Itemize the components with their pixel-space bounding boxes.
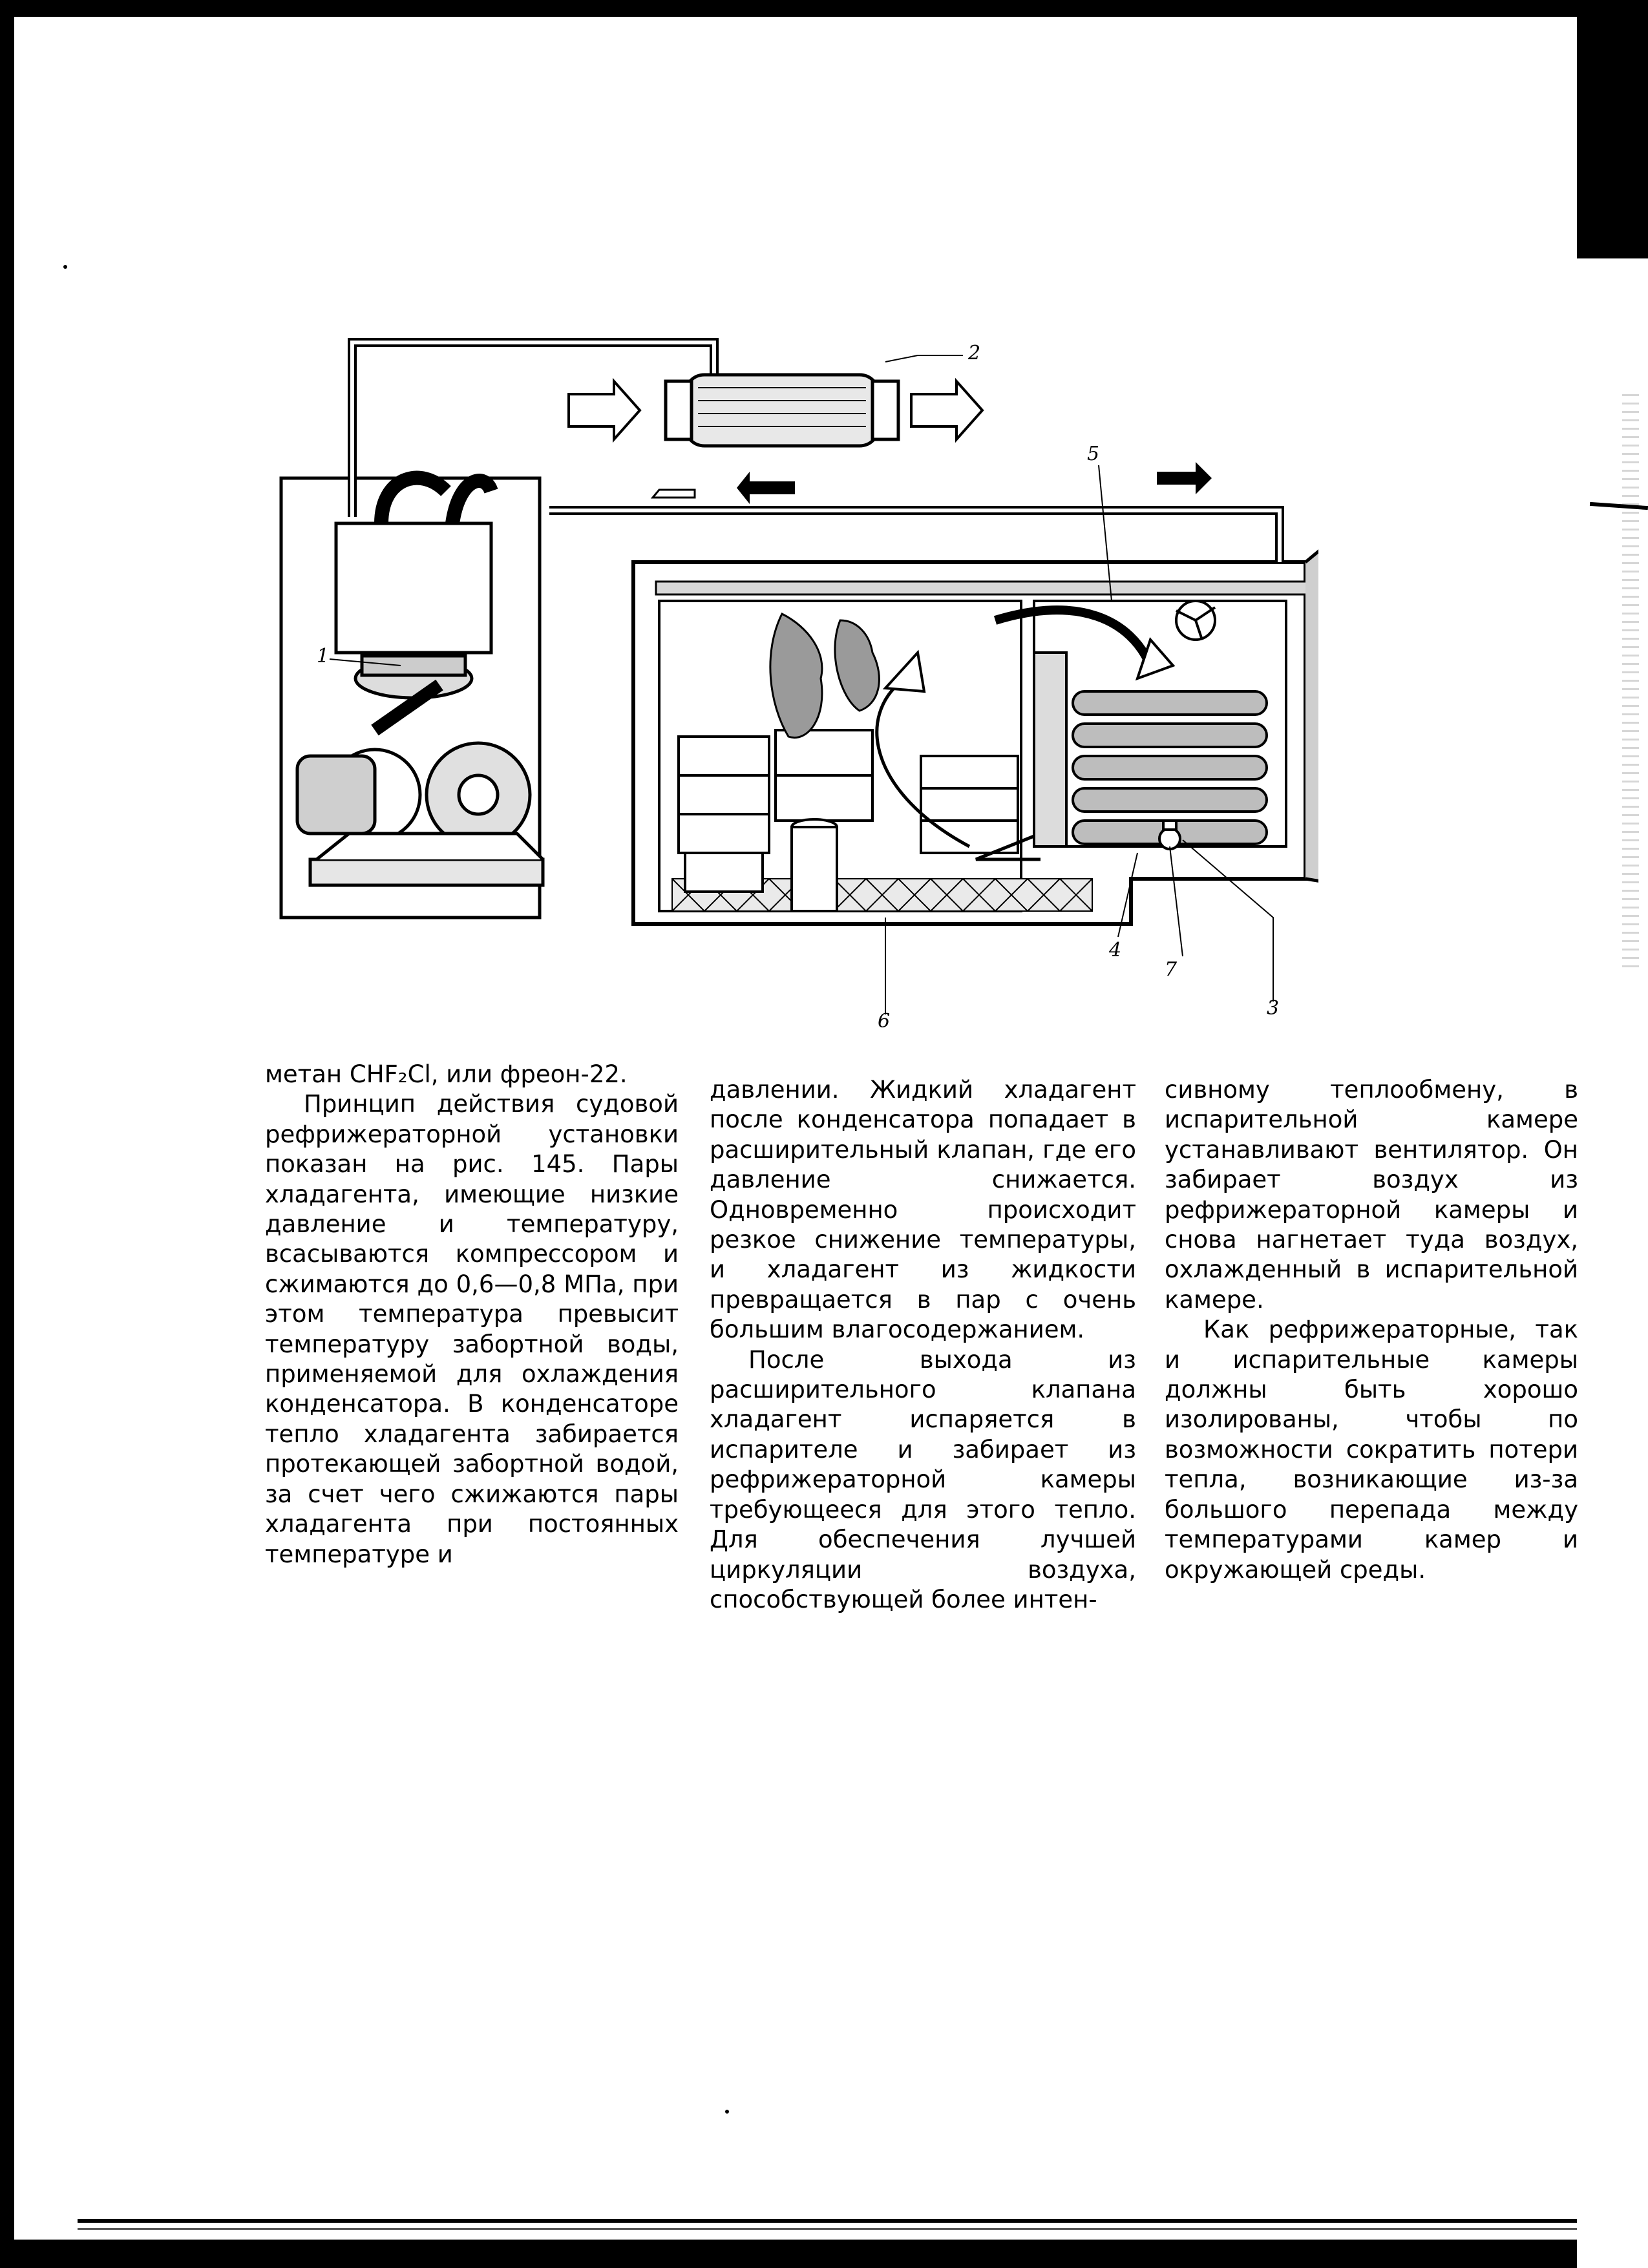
water-in-arrow bbox=[569, 381, 640, 439]
paragraph: После выхода из расширительного клапана хладагент испаряется в испарителе и забирает из рефрижераторной камеры требующееся для этого тепло. Для обеспечения лучшей циркуляции воздуха, способствующей более интен- bbox=[710, 1345, 1136, 1613]
flow-arrow-right bbox=[1157, 462, 1212, 494]
label-5: 5 bbox=[1087, 443, 1100, 465]
return-pipe bbox=[653, 490, 695, 498]
label-3: 3 bbox=[1267, 997, 1280, 1020]
paragraph: Принцип действия судовой рефрижераторной установки показан на рис. 145. Пары хладагента, имеющие низкие давление и температуру, всасываются компрессором и сжимаются до 0,6—0,8 МПа, при этом температура превысит температуру забортной воды, применяемой для охлаждения конденсатора. В конденсаторе тепло хладагента забирается протекающей забортной водой, за счет чего сжижаются пары хладагента при постоянных температуре и bbox=[265, 1090, 679, 1568]
edge-mark bbox=[1590, 502, 1648, 510]
condenser bbox=[666, 375, 898, 446]
text-column-3 bbox=[1165, 1075, 1578, 1585]
next-page-edge bbox=[1577, 258, 1648, 2268]
compressor bbox=[297, 523, 543, 885]
scan-noise bbox=[1622, 388, 1639, 969]
text-column-1 bbox=[265, 1060, 679, 1570]
label-1: 1 bbox=[317, 645, 330, 667]
water-out-arrow bbox=[911, 381, 982, 439]
label-4: 4 bbox=[1109, 939, 1122, 961]
label-6: 6 bbox=[878, 1010, 891, 1033]
paragraph: Как рефрижераторные, так и испарительные камеры должны быть хорошо изолированы, чтобы по возможности сократить потери тепла, возникающие из-за большого перепада между температурами камер и окружающей среды. bbox=[1165, 1316, 1578, 1584]
speck bbox=[63, 265, 67, 269]
bottom-rule-thin bbox=[78, 2228, 1577, 2230]
paragraph: давлении. Жидкий хладагент после конденсатора попадает в расширительный клапан, где его давление снижается. Одновременно происходит резкое снижение температуры, и хладагент из жидкости превращается в пар с очень большим влагосодержанием. bbox=[710, 1076, 1136, 1344]
speck bbox=[725, 2110, 729, 2114]
fan bbox=[1176, 601, 1215, 640]
diagram-svg bbox=[271, 317, 1318, 1040]
suction-duct bbox=[381, 478, 446, 523]
flow-arrow-left bbox=[737, 472, 795, 504]
text-column-2 bbox=[710, 1075, 1136, 1615]
cold-room-side bbox=[1305, 530, 1318, 885]
paragraph: метан CHF₂Cl, или фреон-22. bbox=[265, 1060, 628, 1088]
bottom-rule bbox=[78, 2219, 1577, 2223]
discharge-duct bbox=[452, 481, 491, 523]
paragraph: сивному теплообмену, в испарительной камере устанавливают вентилятор. Он забирает воздух из рефрижераторной камеры и снова нагнетает туда воздух, охлажденный в испарительной камере. bbox=[1165, 1076, 1578, 1314]
label-7: 7 bbox=[1165, 958, 1178, 981]
cold-room-top-insulation bbox=[656, 582, 1318, 594]
expansion-valve bbox=[1159, 821, 1180, 849]
label-2: 2 bbox=[968, 342, 981, 364]
refrigeration-diagram bbox=[271, 317, 1318, 1040]
